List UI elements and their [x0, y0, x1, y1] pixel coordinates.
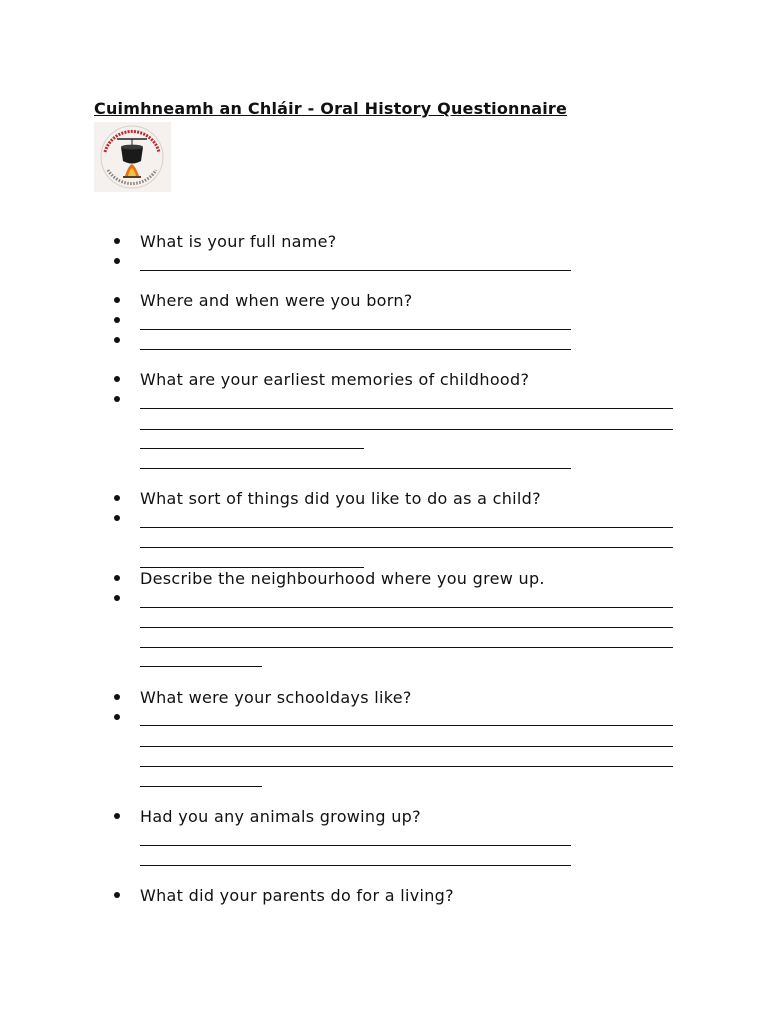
answer-line[interactable] — [140, 766, 673, 767]
answer-line[interactable] — [140, 527, 673, 528]
bullet-icon — [114, 495, 120, 501]
answer-line[interactable] — [140, 746, 673, 747]
bullet-icon — [114, 595, 120, 601]
question-text: What were your schooldays like? — [140, 688, 412, 707]
bullet-icon — [114, 575, 120, 581]
question-item — [0, 371, 770, 391]
answer-line[interactable] — [140, 468, 571, 469]
bullet-icon — [114, 813, 120, 819]
answer-item — [0, 709, 770, 729]
bullet-icon — [114, 396, 120, 402]
document-title: Cuimhneamh an Chláir - Oral History Questionnaire — [94, 99, 568, 118]
question-item — [0, 808, 770, 828]
group-logo — [94, 122, 171, 192]
question-text: What did your parents do for a living? — [140, 886, 454, 905]
answer-line[interactable] — [140, 270, 571, 271]
answer-line[interactable] — [140, 448, 364, 449]
question-item — [0, 233, 770, 253]
question-item — [0, 292, 770, 312]
question-text: Had you any animals growing up? — [140, 807, 421, 826]
answer-line[interactable] — [140, 607, 673, 608]
bullet-icon — [114, 376, 120, 382]
question-text: What is your full name? — [140, 232, 337, 251]
answer-line[interactable] — [140, 725, 673, 726]
answer-line[interactable] — [140, 429, 673, 430]
question-text: What sort of things did you like to do as a child? — [140, 489, 541, 508]
answer-line[interactable] — [140, 547, 673, 548]
answer-line[interactable] — [140, 349, 571, 350]
bullet-icon — [114, 694, 120, 700]
question-text: Where and when were you born? — [140, 291, 413, 310]
answer-line[interactable] — [140, 786, 262, 787]
question-item — [0, 887, 770, 907]
bullet-icon — [114, 258, 120, 264]
bullet-icon — [114, 892, 120, 898]
question-item — [0, 570, 770, 590]
bullet-icon — [114, 337, 120, 343]
question-text: What are your earliest memories of childhood? — [140, 370, 530, 389]
answer-line[interactable] — [140, 666, 262, 667]
question-item — [0, 490, 770, 510]
bullet-icon — [114, 297, 120, 303]
question-item — [0, 689, 770, 709]
bullet-icon — [114, 238, 120, 244]
answer-line[interactable] — [140, 647, 673, 648]
question-text: Describe the neighbourhood where you grew up. — [140, 569, 545, 588]
answer-line[interactable] — [140, 567, 364, 568]
answer-line[interactable] — [140, 329, 571, 330]
answer-line[interactable] — [140, 408, 673, 409]
bullet-icon — [114, 515, 120, 521]
answer-line[interactable] — [140, 627, 673, 628]
bullet-icon — [114, 317, 120, 323]
bullet-icon — [114, 714, 120, 720]
answer-line[interactable] — [140, 865, 571, 866]
answer-line[interactable] — [140, 845, 571, 846]
